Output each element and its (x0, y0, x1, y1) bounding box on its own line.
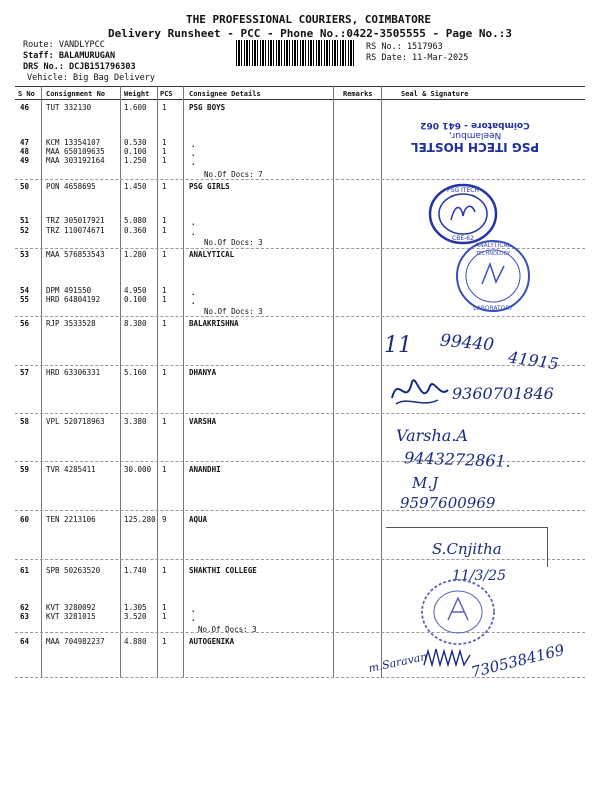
row-consignment-no: TUT 332130 (46, 103, 92, 112)
row-consignment-no: TRZ 110074671 (46, 226, 105, 235)
col-divider (157, 86, 158, 678)
docs-count-note: No.Of Docs: 3 (204, 238, 263, 247)
row-weight: 1.305 (124, 603, 147, 612)
row-consignee: AUTOGENIKA (189, 637, 235, 646)
row-pcs: 1 (162, 103, 167, 112)
row-consignee: . (191, 614, 196, 623)
docs-count-note: No.Of Docs: 3 (198, 625, 257, 634)
svg-text:TECHNOLOGY: TECHNOLOGY (475, 251, 511, 257)
row-weight: 0.100 (124, 147, 147, 156)
aqua-signature: S.Cnjitha (432, 540, 502, 558)
row-consignee: SHAKTHI COLLEGE (189, 566, 257, 575)
row-sno: 58 (20, 417, 30, 426)
row-sno: 52 (20, 226, 30, 235)
row-sno: 48 (20, 147, 30, 156)
row-pcs: 1 (162, 182, 167, 191)
col-divider (183, 86, 184, 678)
row-consignee: PSG GIRLS (189, 182, 230, 191)
row-consignment-no: HRD 63306331 (46, 368, 101, 377)
row-weight: 1.280 (124, 250, 147, 259)
svg-text:PSG ITECH: PSG ITECH (447, 187, 479, 194)
row-consignment-no: MAA 576853543 (46, 250, 105, 259)
row-consignment-no: KVT 3281015 (46, 612, 96, 621)
aqua-box-side (547, 527, 548, 567)
row-pcs: 1 (162, 156, 167, 165)
docs-count-note: No.Of Docs: 3 (204, 307, 263, 316)
row-sno: 57 (20, 368, 30, 377)
row-consignee: . (191, 149, 196, 158)
company-title: THE PROFESSIONAL COURIERS, COIMBATORE (186, 13, 432, 26)
row-sno: 47 (20, 138, 30, 147)
row-consignment-no: KCM 13354107 (46, 138, 101, 147)
psg-hostel-stamp: PSG ITECH HOSTEL Neelambur, Coimbatore - 641 062 (410, 120, 540, 154)
row-sno: 51 (20, 216, 30, 225)
staff: Staff: BALAMURUGAN (23, 51, 116, 61)
row-consignee: DHANYA (189, 368, 217, 377)
row-sno: 64 (20, 637, 30, 646)
row-sno: 53 (20, 250, 30, 259)
handwritten-number: 41915 (506, 347, 560, 374)
row-pcs: 1 (162, 465, 167, 474)
row-consignment-no: TVR 4285411 (46, 465, 96, 474)
row-pcs: 1 (162, 295, 167, 304)
row-weight: 1.250 (124, 156, 147, 165)
row-pcs: 1 (162, 216, 167, 225)
row-pcs: 1 (162, 226, 167, 235)
rs-number: RS No.: 1517963 (366, 42, 443, 52)
row-consignment-no: MAA 704982237 (46, 637, 105, 646)
row-weight: 30.000 (124, 465, 152, 474)
aqua-box-top (386, 527, 548, 528)
autogenika-scribble (422, 645, 476, 673)
row-pcs: 1 (162, 417, 167, 426)
row-consignment-no: TRZ 305017921 (46, 216, 105, 225)
row-pcs: 1 (162, 612, 167, 621)
col-header-sno: S No (18, 90, 35, 98)
rs-date: RS Date: 11-Mar-2025 (366, 53, 469, 63)
row-weight: 0.360 (124, 226, 147, 235)
svg-text:CBE-62: CBE-62 (452, 235, 474, 242)
row-weight: 0.100 (124, 295, 147, 304)
row-consignee: . (191, 288, 196, 297)
row-sno: 59 (20, 465, 30, 474)
anandhi-phone: 9597600969 (400, 494, 496, 512)
row-pcs: 1 (162, 147, 167, 156)
route: Route: VANDLYPCC (23, 40, 105, 50)
group-separator (15, 413, 585, 414)
row-pcs: 1 (162, 368, 167, 377)
group-separator (15, 179, 585, 180)
row-consignment-no: DPM 491550 (46, 286, 92, 295)
row-weight: 1.450 (124, 182, 147, 191)
group-separator (15, 316, 585, 317)
row-weight: 0.530 (124, 138, 147, 147)
docs-count-note: No.Of Docs: 7 (204, 170, 263, 179)
col-header-seal: Seal & Signature (401, 90, 469, 98)
row-consignee: . (191, 297, 196, 306)
anandhi-signature: M.J (412, 474, 439, 492)
barcode (236, 40, 354, 66)
row-sno: 56 (20, 319, 30, 328)
row-weight: 1.600 (124, 103, 147, 112)
row-pcs: 1 (162, 566, 167, 575)
aqua-date: 11/3/25 (452, 568, 506, 584)
row-consignment-no: TEN 2213106 (46, 515, 96, 524)
row-consignee: ANALYTICAL (189, 250, 235, 259)
col-header-consignee: Consignee Details (189, 90, 261, 98)
row-sno: 55 (20, 295, 30, 304)
col-divider (333, 86, 334, 678)
row-sno: 46 (20, 103, 30, 112)
row-consignee: . (191, 158, 196, 167)
autogenika-phone: 7305384169 (469, 640, 567, 682)
svg-text:ANALYTICAL: ANALYTICAL (475, 242, 511, 249)
row-consignment-no: SPB 50263520 (46, 566, 101, 575)
row-weight: 3.520 (124, 612, 147, 621)
row-sno: 63 (20, 612, 30, 621)
row-weight: 5.160 (124, 368, 147, 377)
drs-number: DRS No.: DCJB151796303 (23, 62, 136, 72)
row-weight: 1.740 (124, 566, 147, 575)
dhanya-signature (388, 368, 452, 414)
autogenika-signature: m.Saravan (367, 649, 429, 676)
row-consignment-no: HRD 64804192 (46, 295, 101, 304)
row-consignee: . (191, 140, 196, 149)
row-weight: 3.380 (124, 417, 147, 426)
row-weight: 4.950 (124, 286, 147, 295)
group-separator (15, 632, 585, 633)
row-pcs: 9 (162, 515, 167, 524)
row-consignee: . (191, 605, 196, 614)
row-pcs: 1 (162, 603, 167, 612)
col-header-pcs: PCS (160, 90, 173, 98)
row-sno: 50 (20, 182, 30, 191)
runsheet-subtitle: Delivery Runsheet - PCC - Phone No.:0422-3505555 - Page No.:3 (108, 27, 512, 40)
analytical-round-stamp (452, 236, 534, 316)
row-consignee: VARSHA (189, 417, 217, 426)
row-pcs: 1 (162, 319, 167, 328)
group-separator (15, 559, 585, 560)
row-weight: 5.080 (124, 216, 147, 225)
col-header-weight: Weight (124, 90, 150, 98)
col-header-consignment: Consignment No (46, 90, 106, 98)
row-weight: 125.280 (124, 515, 156, 524)
row-consignment-no: KVT 3280092 (46, 603, 96, 612)
row-consignment-no: MAA 303192164 (46, 156, 105, 165)
col-divider (41, 86, 42, 678)
row-pcs: 1 (162, 250, 167, 259)
row-pcs: 1 (162, 637, 167, 646)
row-consignment-no: VPL 520718963 (46, 417, 105, 426)
row-consignee: AQUA (189, 515, 208, 524)
row-sno: 49 (20, 156, 30, 165)
col-divider (120, 86, 121, 678)
group-separator (15, 510, 585, 511)
shakthi-round-stamp (418, 576, 498, 648)
row-consignee: BALAKRISHNA (189, 319, 239, 328)
group-separator (15, 677, 585, 678)
row-weight: 8.380 (124, 319, 147, 328)
row-consignment-no: MAA 650109635 (46, 147, 105, 156)
col-header-remarks: Remarks (343, 90, 373, 98)
row-sno: 62 (20, 603, 30, 612)
dhanya-phone: 9360701846 (452, 384, 554, 403)
row-weight: 4.880 (124, 637, 147, 646)
svg-text:LABORATORY: LABORATORY (473, 305, 513, 312)
row-consignment-no: RJP 3533528 (46, 319, 96, 328)
row-pcs: 1 (162, 138, 167, 147)
row-sno: 61 (20, 566, 30, 575)
table-top-rule (15, 86, 585, 87)
col-divider (381, 86, 382, 678)
row-sno: 60 (20, 515, 30, 524)
row-consignee: PSG BOYS (189, 103, 226, 112)
varsha-signature: Varsha.A (396, 426, 468, 445)
varsha-phone: 9443272861. (403, 448, 512, 471)
handwritten-mark: 11 (384, 333, 412, 358)
row-consignee: . (191, 228, 196, 237)
row-sno: 54 (20, 286, 30, 295)
row-consignee: ANANDHI (189, 465, 221, 474)
table-header-rule (15, 99, 585, 100)
group-separator (15, 365, 585, 366)
row-consignment-no: PON 4658695 (46, 182, 96, 191)
row-consignee: . (191, 218, 196, 227)
row-pcs: 1 (162, 286, 167, 295)
vehicle: Vehicle: Big Bag Delivery (27, 73, 155, 83)
handwritten-number: 99440 (439, 330, 495, 356)
